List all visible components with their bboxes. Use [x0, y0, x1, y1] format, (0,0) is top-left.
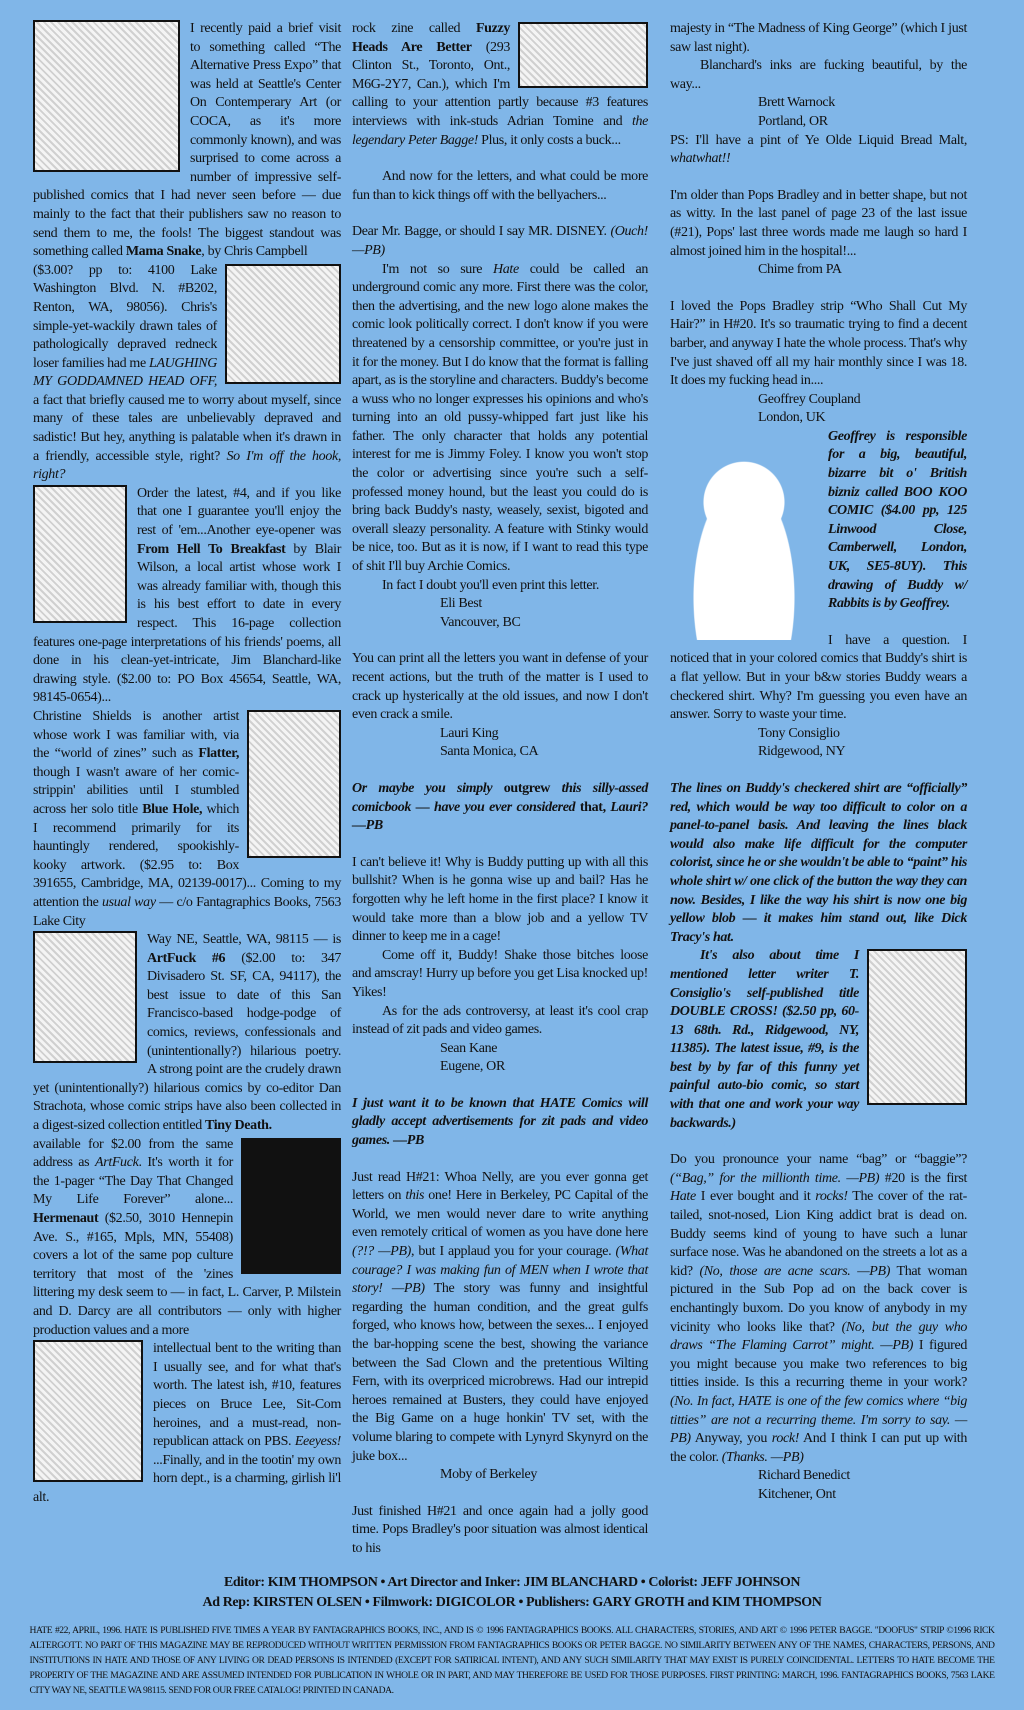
text-run: ($3.00? pp to: 4100 Lake Washington Blvd. N. #B202, Renton, WA, 98056). Chris's simple-yet-wackily drawn tales of pathologically depraved redneck loser families had me — [33, 262, 217, 371]
text-run: And now for the letters, and what could be more fun than to kick things off with the bellyachers... — [352, 169, 648, 203]
title-emphasis: Blue Hole, — [142, 801, 203, 817]
buddy-with-rabbits-drawing — [670, 428, 818, 640]
title-emphasis: From Hell To Breakfast — [137, 541, 286, 557]
text-run: , but I applaud you for your courage. — [410, 1244, 616, 1260]
text-run: . It's worth it for the 1-pager “The Day That Changed My Life Forever” alone... — [33, 1155, 233, 1208]
paragraph — [352, 577, 648, 596]
italic-text: Eeeyess! — [294, 1434, 341, 1450]
text-run: Just read H#21: Whoa Nelly, are you ever gonna get letters on — [352, 1169, 648, 1204]
paragraph — [670, 1151, 967, 1467]
italic-text: rock! — [771, 1431, 800, 1447]
letter-signature — [352, 614, 648, 633]
text-run: And I think I can put up with the color. — [670, 1431, 967, 1465]
paragraph — [670, 20, 967, 57]
text-run: though I wasn't aware of her comic-strippin' abilities until I stumbled across her solo title — [33, 764, 239, 817]
text-run: Plus, it only costs a buck... — [478, 132, 621, 148]
italic-text: (?!? —PB) — [352, 1244, 411, 1260]
text-run: could be called an underground comic any more. First there was the color, then the advertising, and the new logo alone makes the comic look politically correct. I don't know if you were threatened by a censorship committee, or you're just in it for the money. But I do know that the format is falling apart, as is the storyline and characters. Buddy's become a wuss who no longer expresses his opinions and who's turning into an old pussy-whipped fart just like his father. The only character that holds any potential interest for me is Jimmy Foley. I know you won't stop the color or advertising since you're such a self-professed money hound, but the least you could do is bring back Buddy's nasty, weasely, sexist, bigoted and overall sleazy personality. A feature with Stinky would be nice, too. But as it is now, if I want to read this type of shit I'll buy Archie Comics. — [352, 261, 648, 575]
text-run: Come off it, Buddy! Shake those bitches loose and amscray! Hurry up before you get Lisa knocked up! Yikes! — [352, 947, 648, 1000]
text-run: You can print all the letters you want in defense of your recent actions, but the truth of the matter is I used to crack up hysterically at the old issues, and now I don't even crack a smile. — [352, 651, 648, 723]
text-run: Geoffrey Coupland — [758, 391, 861, 407]
text-run: Do you pronounce your name “bag” or “baggie”? — [670, 1152, 967, 1168]
italic-text: LAUGHING MY GODDAMNED HEAD OFF, — [33, 355, 217, 390]
text-run: It's also about time I mentioned letter writer T. Consiglio's self-published title DOUBLE CROSS! ($2.50 pp, 60-13 68th. Rd., Ridgewood, NY, 11385). The latest issue, #9, is the best by by far of this funny yet painful auto-bio comic, so start with that one and work your way backwards.) — [670, 948, 859, 1131]
double-cross-cover — [867, 949, 967, 1105]
text-run: Lauri King — [440, 725, 499, 741]
italic-text: (No, but the guy who draws “The Flaming Carrot” might. —PB) — [670, 1319, 968, 1354]
fuzzy-heads-are-better-cover — [518, 22, 648, 88]
paragraph — [352, 1003, 648, 1040]
italic-text: rocks! — [815, 1189, 848, 1205]
text-run: Or maybe you simply — [352, 780, 504, 796]
italic-text: (What courage? I was making fun of MEN when I wrote that story! —PB) — [352, 1244, 648, 1297]
text-run: I figured you might because you make two references to big titties inside. Is this a recurring theme in your work? — [670, 1338, 967, 1391]
letter-signature — [352, 743, 648, 762]
letter-signature — [352, 1058, 648, 1077]
text-run: The lines on Buddy's checkered shirt are “officially” red, which would be way too difficult to color on a panel-to-panel basis. And leaving the lines black would also make life difficult for the computer colorist, since he or she wouldn't be able to “paint” his whole shirt w/ one click of the button the way they can now. Besides, I like the way his shirt is now one big yellow blob — it makes him stand out, like Dick Tracy's hat. — [670, 780, 967, 945]
text-run: Brett Warnock — [758, 95, 835, 111]
text-run: this silly-assed comicbook — have you ever considered — [352, 780, 648, 815]
text-run: outgrew — [503, 780, 551, 796]
italic-text: (No, those are acne scars. —PB) — [699, 1263, 891, 1279]
letter-signature — [670, 261, 967, 280]
paragraph — [352, 168, 648, 205]
credits-line-2: Ad Rep: KIRSTEN OLSEN • Filmwork: DIGICOLOR • Publishers: GARY GROTH and KIM THOMPSON — [202, 1595, 822, 1610]
copyright-fine-print: HATE #22, APRIL, 1996. HATE IS PUBLISHED FIVE TIMES A YEAR BY FANTAGRAPHICS BOOKS, INC., AND IS © 1996 FANTAGRAPHICS BOOKS. ALL CHARACTERS, STORIES, AND ART © 1996 PETER BAGGE. "DOOFUS" STRIP ©1996 RICK ALTERGOTT. NO PART OF THIS MAGAZINE MAY BE REPRODUCED WITHOUT WRITTEN PERMISSION FROM FANTAGRAPHICS BOOKS OR PETER BAGGE. NO SIMILARITY BETWEEN ANY OF THE NAMES, CHARACTERS, PERSONS, AND INSTITUTIONS IN HATE AND THOSE OF ANY LIVING OR DEAD PERSONS IS INTENDED (EXCEPT FOR SATIRICAL INTENT), AND ANY SUCH SIMILARITY THAT MAY EXIST IS PURELY COINCIDENTAL. LETTERS TO HATE BECOME THE PROPERTY OF THE MAGAZINE AND ARE ASSUMED INTENDED FOR PUBLICATION IN WHOLE OR IN PART, AND MAY THEREFORE BE USED FOR THOSE PURPOSES. FIRST PRINTING: MARCH, 1996. FANTAGRAPHICS BOOKS, 7563 LAKE CITY WAY NE, SEATTLE WA 98115. SEND FOR OUR FREE CATALOG! PRINTED IN CANADA. — [29, 1625, 995, 1696]
text-run: Eli Best — [440, 596, 482, 612]
text-run: ($2.00 to: 347 Divisadero St. SF, CA, 94117), the best issue to date of this San Francisco-based hodge-podge of comics, reviews, confessionals and (unintentionally?) hilarious poetry. A strong point are the crudely drawn yet (unintentionally?) hilarious comics by co-editor Dan Strachota, whose comic strips have also been collected in a digest-sized collection entitled — [33, 950, 341, 1134]
text-run: by Blair Wilson, a local artist whose work I was already familiar with, though this is his best effort to date in every respect. This 16-page collection features one-page interpretations of his friends' poems, all done in his clean-yet-intricate, Jim Blanchard-like drawing style. ($2.00 to: PO Box 45654, Seattle, WA, 98145-0654)... — [33, 541, 342, 706]
text-run: #20 is the first — [879, 1170, 967, 1186]
paragraph — [670, 632, 967, 725]
paragraph — [670, 57, 967, 94]
title-emphasis: ArtFuck #6 — [147, 950, 226, 966]
text-run: Blanchard's inks are fucking beautiful, by the way... — [670, 58, 967, 92]
letter-signature — [670, 1486, 967, 1505]
text-run: Moby of Berkeley — [440, 1467, 538, 1483]
text-run: available for $2.00 from the same address as — [33, 1136, 233, 1171]
text-run: Lauri? —PB — [352, 799, 648, 834]
text-run: Geoffrey is responsible for a big, beautiful, bizarre bit o' British bizniz called BOO KOO COMIC ($4.00 pp, 125 Linwood Close, Camberwell, London, UK, SE5-8UY). This drawing of Buddy w/ Rabbits is by Geoffrey. — [828, 428, 967, 612]
paragraph — [352, 947, 648, 1003]
text-run: Chime from PA — [758, 262, 842, 278]
letter-signature — [352, 595, 648, 614]
text-run: ...Finally, and in the tootin' my own horn dept., is a charming, girlish li'l alt. — [33, 1452, 341, 1505]
title-emphasis: Tiny Death. — [205, 1118, 272, 1134]
text-run: Ridgewood, NY — [758, 744, 846, 760]
text-run: PS: I'll have a pint of Ye Olde Liquid Bread Malt, — [670, 132, 967, 148]
text-run: That woman pictured in the Sub Pop ad on the back cover is enchantingly buxom. Do you know of anybody in my vicinity who looks like that? — [670, 1263, 968, 1335]
letter-signature — [670, 391, 967, 410]
editor-reply — [352, 780, 648, 836]
text-run: I loved the Pops Bradley strip “Who Shall Cut My Hair?” in H#20. It's so traumatic trying to find a decent barber, and anyway I hate the whole process. That's why I've just shaved off all my hair monthly since I was 18. It does my fucking head in.... — [670, 298, 967, 389]
paragraph — [352, 261, 648, 577]
letter-signature — [670, 94, 967, 113]
text-run: I recently paid a brief visit to something called “The Alternative Press Expo” that was held at Seattle's Center On Contemperary Art (or COCA, as it's more commonly known), and was surprised to come across a number of impressive self-published comics that I had never seen before — due mainly to the fact that their publishers saw no reason to send them to me, the fools! The biggest standout was something called — [33, 21, 341, 260]
artfuck-cover — [33, 931, 137, 1063]
credits-footer — [0, 1573, 1024, 1710]
title-emphasis: Hermenaut — [33, 1211, 99, 1226]
title-emphasis: Fuzzy Heads Are Better — [352, 21, 510, 55]
text-run: Order the latest, #4, and if you like that one I guarantee you'll enjoy the rest of 'em...Another eye-opener was — [137, 485, 341, 539]
text-run: ($2.50, 3010 Hennepin Ave. S., #165, Mpls, MN, 55408) covers a lot of the same pop culture territory that most of the 'zines littering my desk seem to — in fact, L. Carver, P. Milstein and D. Darcy are all contributors — only with higher production values and a more — [33, 1211, 341, 1338]
column-1-reviews — [33, 20, 341, 1508]
text-run: a fact that briefly caused me to worry about myself, since many of these tales are unbelievably depraved and sadistic! But hey, anything is palatable when it's drawn in a friendly, accessible style, right? — [33, 392, 341, 464]
text-run: I just want it to be known that HATE Comics will gladly accept advertisements for zit pads and video games. —PB — [352, 1095, 648, 1149]
text-run: — c/o Fantagraphics Books, 7563 Lake City — [33, 894, 341, 929]
column-3-letters — [670, 20, 967, 1505]
text-run: Vancouver, BC — [440, 614, 521, 630]
paragraph — [670, 132, 967, 169]
credits-line-1: Editor: KIM THOMPSON • Art Director and Inker: JIM BLANCHARD • Colorist: JEFF JOHNSON — [223, 1575, 801, 1590]
text-run: As for the ads controversy, at least it's cool crap instead of zit pads and video games. — [352, 1003, 648, 1038]
text-run: Dear Mr. Bagge, or should I say MR. DISNEY. — [352, 224, 611, 240]
italic-text: (Thanks. —PB) — [721, 1449, 804, 1465]
text-run: which I recommend primarily for its hauntingly rendered, spookishly-kooky artwork. ($2.95 to: Box 391655, Cambridge, MA, 02139-0017)... Coming to my attention the — [33, 801, 341, 910]
text-run: I can't believe it! Why is Buddy putting up with all this bullshit? When is he gonna wise up and bail? Has he forgotten why he left home in the first place? I know it would take more than a blow job and a yellow TV dinner to keep me in a cage! — [352, 854, 648, 945]
paragraph — [352, 1503, 648, 1559]
column-2-letters — [352, 20, 648, 1559]
letter-signature — [352, 725, 648, 744]
text-run: that, — [579, 799, 606, 815]
text-run: Kitchener, Ont — [758, 1486, 836, 1502]
text-run: I'm not so sure — [382, 261, 493, 277]
text-run: Sean Kane — [440, 1040, 498, 1056]
letter-signature — [670, 725, 967, 744]
text-run: The cover of the rat-tailed, snot-nosed, Lion King addict brat is dead on. Buddy seems kind of young to have such a lunar surface nose. Was he abandoned on the streets a lot as a kid? — [670, 1189, 967, 1279]
paragraph — [352, 650, 648, 724]
text-run: Way NE, Seattle, WA, 98115 — is — [147, 932, 341, 948]
hermenaut-cover — [33, 1340, 143, 1482]
text-run: one! Here in Berkeley, PC Capital of the World, we men would never dare to write anything even remotely critical of women as you have done here — [352, 1188, 649, 1241]
mama-snake-cover — [225, 264, 341, 384]
title-emphasis: Flatter, — [198, 746, 239, 762]
paragraph — [352, 1169, 648, 1467]
text-run: Santa Monica, CA — [440, 744, 539, 760]
text-run: majesty in “The Madness of King George” (which I just saw last night). — [670, 21, 967, 55]
text-run: In fact I doubt you'll even print this letter. — [382, 577, 599, 593]
italic-text: So I'm off the hook, right? — [33, 448, 341, 483]
author-portrait-illustration — [33, 20, 180, 172]
text-run: Just finished H#21 and once again had a jolly good time. Pops Bradley's poor situation was almost identical to his — [352, 1503, 648, 1556]
text-run: I'm older than Pops Bradley and in better shape, but not as witty. In the last panel of page 23 of the last issue (#21), Pops' last three words made me laugh so hard I almost joined him in the hospital!... — [670, 187, 967, 259]
text-run: Eugene, OR — [440, 1059, 505, 1075]
text-run: Portland, OR — [758, 113, 828, 129]
paragraph — [670, 187, 967, 261]
editor-reply — [352, 1095, 648, 1151]
text-run: intellectual bent to the writing than I usually see, and for what that's worth. The latest ish, #10, features pieces on Bruce Lee, Sit-Com heroines, and a must-read, non-republican attack on PBS. — [153, 1341, 341, 1450]
text-run: I have a question. I noticed that in your colored comics that Buddy's shirt is a flat yellow. But in your b&w stories Buddy wears a checkered shirt. Why? I'm guessing you even have an answer. Sorry to waste your time. — [670, 632, 967, 723]
from-hell-to-breakfast-cover — [33, 485, 127, 623]
italic-text: Hate — [493, 261, 519, 277]
italic-text: usual way — [102, 894, 156, 910]
italic-text: Hate — [670, 1189, 696, 1205]
text-run: Tony Consiglio — [758, 725, 840, 741]
italic-text: whatwhat!! — [670, 151, 731, 167]
editor-reply — [670, 780, 967, 947]
letter-signature — [670, 113, 967, 132]
italic-text: (“Bag,” for the millionth time. —PB) — [670, 1170, 880, 1186]
text-run: The story was funny and insightful regarding the human condition, and the great gulfs forged, who knows how, between the sexes... I enjoyed the bar-hopping scene the best, showing the variance between the Sad Clown and the pretentious Wilting Fern, with its overpriced microbrews. Had our intrepid heroes remained at Busters, they could have enjoyed the Big Game on a huge honkin' TV set, with the volume blaring to compete with Lynyrd Skynyrd on the juke box... — [352, 1281, 648, 1464]
italic-text: ArtFuck — [95, 1155, 139, 1171]
letter-signature — [352, 1466, 648, 1485]
paragraph — [670, 298, 967, 391]
italic-text: this — [405, 1188, 425, 1204]
italic-text: the legendary Peter Bagge! — [352, 113, 648, 148]
tiny-deaths-cover — [241, 1138, 341, 1274]
blue-hole-cover — [247, 710, 341, 858]
text-run: rock zine called — [352, 21, 476, 36]
text-run: Christine Shields is another artist whose work I was familiar with, via the “world of zines” such as — [33, 708, 239, 762]
text-run: Anyway, you — [690, 1431, 772, 1447]
paragraph — [352, 854, 648, 947]
italic-text: (Ouch! —PB) — [352, 224, 648, 258]
text-run: , by Chris Campbell — [201, 244, 308, 260]
letter-signature — [670, 743, 967, 762]
text-run: Richard Benedict — [758, 1468, 850, 1484]
paragraph — [352, 223, 648, 260]
italic-text: (No. In fact, HATE is one of the few comics where “big titties” are not a recurring theme. I'm sorry to say. —PB) — [670, 1393, 967, 1447]
letter-signature — [670, 1467, 967, 1486]
text-run: (293 Clinton St., Toronto, Ont., M6G-2Y7, Can.), which I'm calling to your attention partly because #3 features interviews with ink-studs Adrian Tomine and — [352, 39, 648, 129]
text-run: I ever bought and it — [695, 1189, 816, 1205]
title-emphasis: Mama Snake — [125, 244, 202, 260]
letter-signature — [670, 409, 967, 428]
text-run: London, UK — [758, 410, 826, 426]
letter-signature — [352, 1040, 648, 1059]
